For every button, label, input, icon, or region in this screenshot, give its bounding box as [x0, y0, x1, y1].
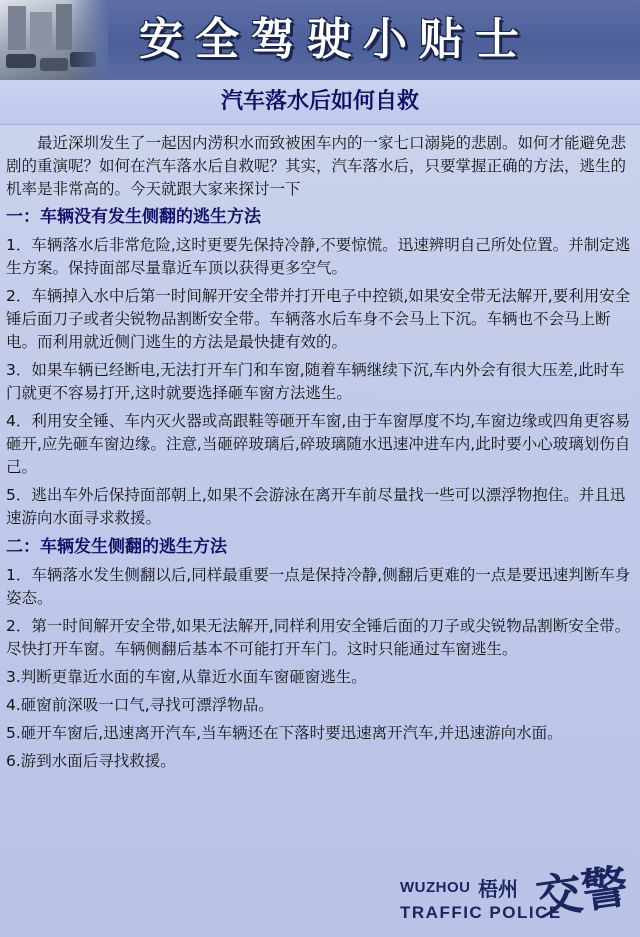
list-item: 2．车辆掉入水中后第一时间解开安全带并打开电子中控锁,如果安全带无法解开,要利用安全锤后面刀子或者尖锐物品割断安全带。车辆落水后车身不会马上下沉。车辆也不会马上断电。而利用就近侧门逃生的方法是最快捷有效的。 — [6, 287, 631, 351]
header-banner — [0, 0, 640, 80]
list-item: 6.游到水面后寻找救援。 — [6, 752, 176, 770]
list-item: 4.砸窗前深吸一口气,寻找可漂浮物品。 — [6, 696, 274, 714]
list-item: 2．第一时间解开安全带,如果无法解开,同样利用安全锤后面的刀子或尖锐物品割断安全带。尽快打开车窗。车辆侧翻后基本不可能打开车门。这时只能通过车窗逃生。 — [6, 617, 631, 658]
article-subtitle: 汽车落水后如何自救 — [220, 89, 419, 114]
list-item: 4．利用安全锤、车内灭火器或高跟鞋等砸开车窗,由于车窗厚度不均,车窗边缘或四角更容易砸开,应先砸车窗边缘。注意,当砸碎玻璃后,碎玻璃随水迅速冲进车内,此时要小心玻璃划伤自己。 — [6, 412, 631, 476]
list-item: 5.砸开车窗后,迅速离开汽车,当车辆还在下落时要迅速离开汽车,并迅速游向水面。 — [6, 724, 563, 742]
list-item: 1．车辆落水后非常危险,这时更要先保持冷静,不要惊慌。迅速辨明自己所处位置。并制定逃生方案。保持面部尽量靠近车顶以获得更多空气。 — [6, 236, 631, 277]
intro-paragraph: 最近深圳发生了一起因内涝积水而致被困车内的一家七口溺毙的悲剧。如何才能避免悲剧的重演呢？如何在汽车落水后自救呢？其实，汽车落水后，只要掌握正确的方法，逃生的机率是非常高的。今天就跟大家来探讨一下 — [6, 134, 627, 198]
street-photo — [0, 0, 108, 80]
section-heading-2: 二：车辆发生侧翻的逃生方法 — [6, 537, 227, 557]
logo-city-cn: 梧州 — [478, 877, 518, 901]
logo-emblem: 交警 — [532, 858, 632, 926]
logo-city-en: WUZHOU — [400, 879, 471, 896]
list-item: 3．如果车辆已经断电,无法打开车门和车窗,随着车辆继续下沉,车内外会有很大压差,此时车门就更不容易打开,这时就要选择砸车窗方法逃生。 — [6, 361, 625, 402]
list-item: 5．逃出车外后保持面部朝上,如果不会游泳在离开车前尽量找一些可以漂浮物抱住。并且迅速游向水面寻求救援。 — [6, 486, 626, 527]
page-title: 安全驾驶小贴士 — [139, 14, 531, 65]
list-item: 1．车辆落水发生侧翻以后,同样最重要一点是保持冷静,侧翻后更难的一点是要迅速判断车身姿态。 — [6, 566, 631, 607]
article-body — [6, 132, 634, 778]
traffic-police-logo — [400, 857, 632, 929]
list-item: 3.判断更靠近水面的车窗,从靠近水面车窗砸窗逃生。 — [6, 668, 367, 686]
logo-org-en: TRAFFIC POLICE — [400, 903, 562, 922]
section-heading-1: 一：车辆没有发生侧翻的逃生方法 — [6, 207, 261, 227]
subtitle-band — [0, 80, 640, 125]
